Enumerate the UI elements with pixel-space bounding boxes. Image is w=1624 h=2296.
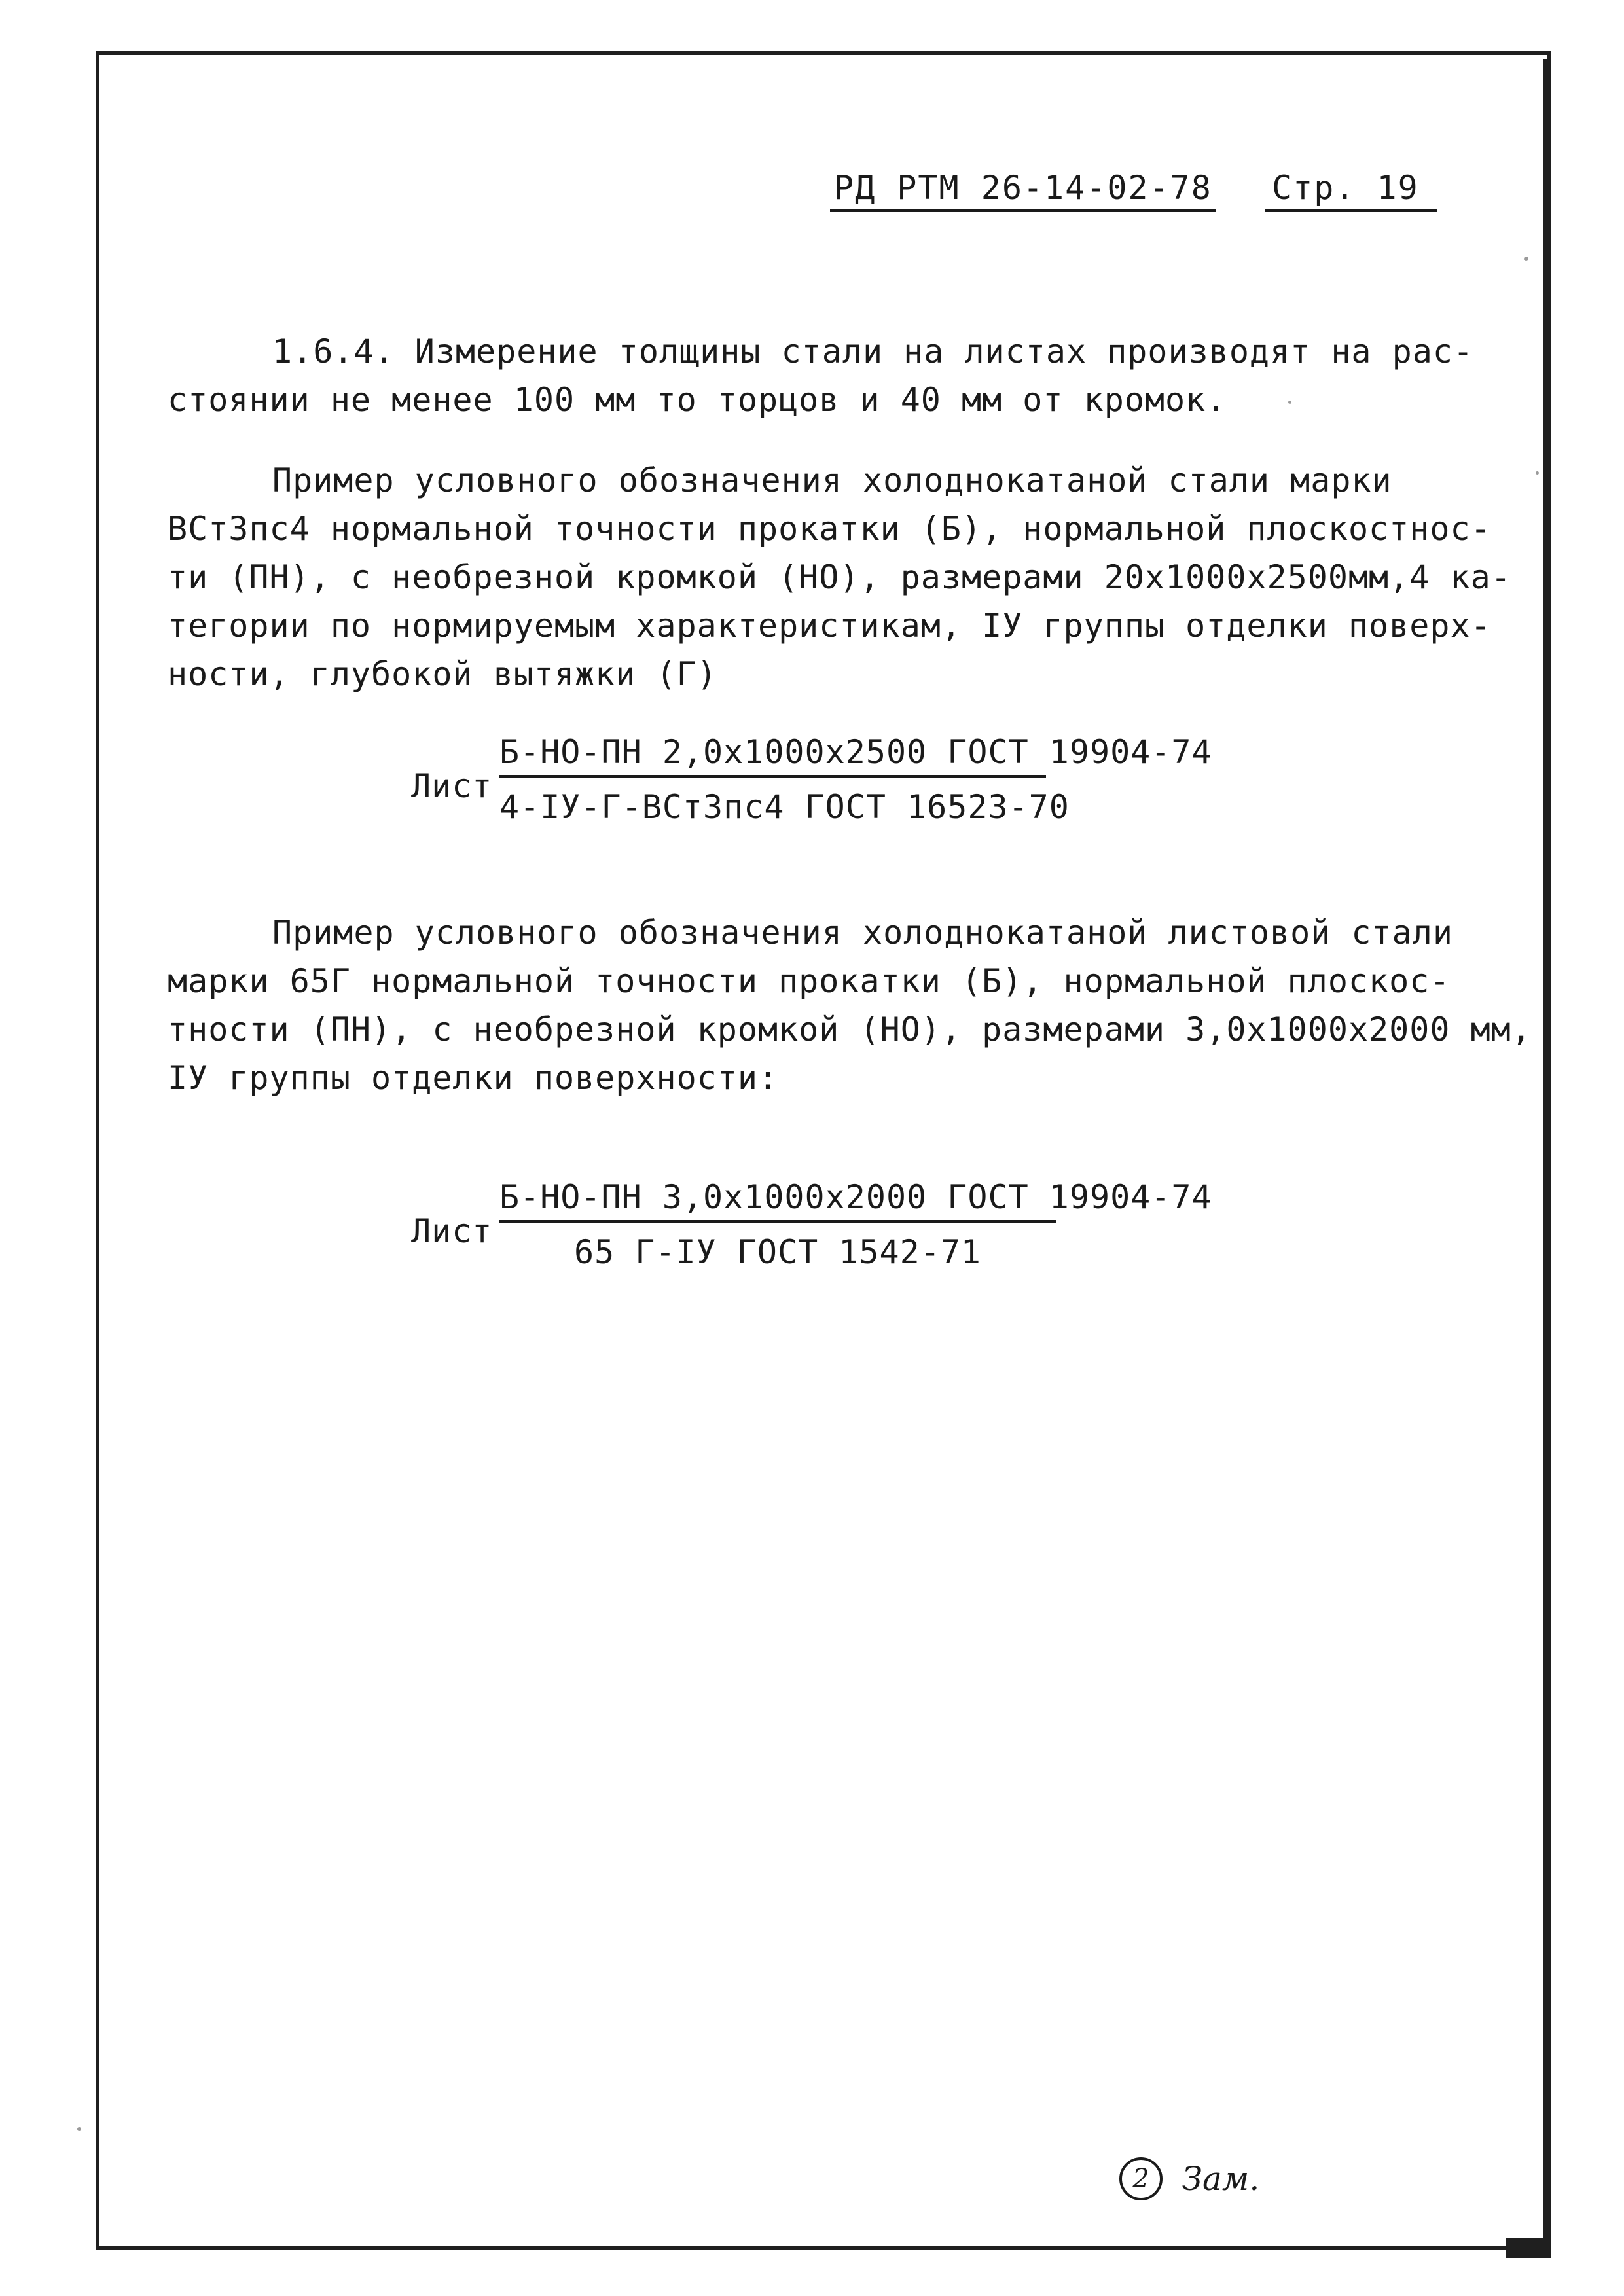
scan-speck bbox=[1524, 257, 1528, 261]
text-line: ности, глубокой вытяжки (Г) bbox=[168, 655, 717, 693]
change-note-text: Зам. bbox=[1182, 2160, 1260, 2198]
example-1-description bbox=[168, 456, 1511, 698]
text-line: тегории по нормируемым характеристикам, IУ группы отделки поверх- bbox=[168, 607, 1491, 645]
formula-label: Лист bbox=[411, 1212, 493, 1250]
text-line: Пример условного обозначения холоднокатаной листовой стали bbox=[272, 914, 1453, 952]
text-line: 1.6.4. Измерение толщины стали на листах производят на рас- bbox=[272, 332, 1474, 370]
text-line: Пример условного обозначения холоднокатаной стали марки bbox=[272, 461, 1392, 499]
text-line: марки 65Г нормальной точности прокатки (Б), нормальной плоскос- bbox=[168, 962, 1451, 1000]
change-number-circle: 2 bbox=[1119, 2157, 1163, 2200]
page-header bbox=[830, 169, 1471, 215]
text-line: ВСт3пс4 нормальной точности прокатки (Б), нормальной плоскостнос- bbox=[168, 510, 1491, 548]
formula-label: Лист bbox=[411, 767, 493, 805]
text-line: IУ группы отделки поверхности: bbox=[168, 1059, 779, 1097]
designation-formula-2 bbox=[411, 1178, 1327, 1289]
document-code: РД РТМ 26-14-02-78 bbox=[830, 169, 1216, 212]
example-2-description bbox=[168, 908, 1532, 1102]
frame-shadow bbox=[1543, 59, 1551, 2251]
formula-numerator: Б-НО-ПН 3,0х1000х2000 ГОСТ 19904-74 bbox=[499, 1178, 1056, 1223]
formula-denominator: 65 Г-IУ ГОСТ 1542-71 bbox=[573, 1233, 982, 1271]
change-note bbox=[1119, 2157, 1259, 2210]
text-line: ти (ПН), с необрезной кромкой (НО), размерами 20х1000х2500мм,4 ка- bbox=[168, 558, 1511, 596]
text-line: тности (ПН), с необрезной кромкой (НО), размерами 3,0х1000х2000 мм, bbox=[168, 1011, 1532, 1049]
scan-speck bbox=[77, 2127, 81, 2131]
text-line: стоянии не менее 100 мм то торцов и 40 мм от кромок. bbox=[168, 381, 1227, 419]
scan-speck bbox=[1536, 471, 1539, 475]
designation-formula-1 bbox=[411, 733, 1327, 844]
page-number: Стр. 19 bbox=[1265, 169, 1437, 212]
section-1-6-4 bbox=[168, 327, 1474, 424]
frame-corner bbox=[1506, 2238, 1551, 2258]
formula-numerator: Б-НО-ПН 2,0х1000х2500 ГОСТ 19904-74 bbox=[499, 733, 1046, 778]
scan-speck bbox=[1288, 401, 1291, 404]
formula-denominator: 4-IУ-Г-ВСт3пс4 ГОСТ 16523-70 bbox=[499, 788, 1070, 826]
